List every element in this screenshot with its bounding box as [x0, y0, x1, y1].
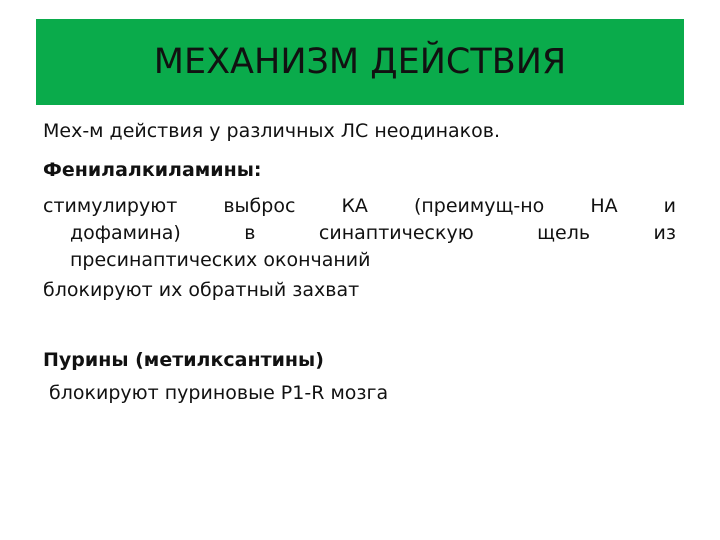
word: КА: [341, 195, 368, 217]
group2-line-1: блокируют пуриновые Р1-R мозга: [43, 382, 389, 404]
word: дофамина): [70, 222, 181, 244]
word: стимулируют: [43, 195, 178, 217]
word: в: [244, 222, 256, 244]
word: (преимущ-но: [413, 195, 545, 217]
word: выброс: [223, 195, 296, 217]
group1-paragraph: [43, 193, 676, 274]
group1-heading: Фенилалкиламины:: [43, 159, 262, 181]
group1-line-3: пресинаптических окончаний: [70, 249, 371, 271]
slide-title: МЕХАНИЗМ ДЕЙСТВИЯ: [153, 42, 567, 82]
word: из: [653, 222, 676, 244]
word: синаптическую: [318, 222, 474, 244]
group1-line-2: [43, 220, 676, 247]
group2-heading: Пурины (метилксантины): [43, 349, 324, 371]
group1-line-4: блокируют их обратный захват: [43, 279, 360, 301]
title-bar: [36, 19, 684, 105]
word: и: [663, 195, 676, 217]
intro-text: Мех-м действия у различных ЛС неодинаков.: [43, 120, 500, 142]
word: НА: [590, 195, 618, 217]
slide-body: [43, 118, 676, 407]
word: щель: [537, 222, 591, 244]
group1-line-1: [43, 193, 676, 220]
